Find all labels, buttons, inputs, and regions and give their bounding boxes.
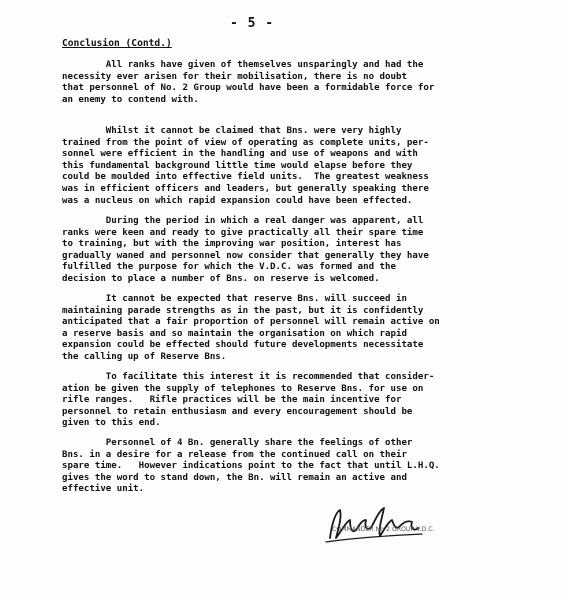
text-line: ranks were keen and ready to give practically all their spare time [62,227,424,238]
text-line: a reserve basis and so maintain the organisation on which rapid [62,328,407,339]
text-line: personnel to retain enthusiasm and every encouragement should be [62,406,413,417]
text-line: anticipated that a fair proportion of personnel will remain active on [62,317,440,328]
text-line: maintaining parade strengths as in the past, but it is confidently [62,305,424,316]
page-number: - 5 - [230,16,275,31]
text-line: that personnel of No. 2 Group would have been a formidable force for [62,83,435,94]
text-line: necessity ever arisen for their mobilisation, there is no doubt [62,71,407,82]
text-line: ation be given the supply of telephones to Reserve Bns. for use on [62,383,424,394]
paragraph-3 [62,216,492,286]
text-line: trained from the point of view of operating as complete units, per- [62,137,429,148]
text-line: expansion could be effected should future developments necessitate [62,340,424,351]
text-line: the calling up of Reserve Bns. [62,351,227,362]
text-line: gives the word to stand down, the Bn. will remain an active and [62,472,407,483]
paragraph-4 [62,294,492,364]
text-line: Bns. in a desire for a release from the continued call on their [62,449,407,460]
text-line: this fundamental background little time would elapse before they [62,160,413,171]
text-line: fulfilled the purpose for which the V.D.C. was formed and the [62,262,396,273]
signature-title: COMMANDER No 2 GROUP V.D.C. [332,526,435,533]
text-line: could be moulded into effective field units. The greatest weakness [62,172,429,183]
text-line: All ranks have given of themselves unsparingly and had the [62,60,424,70]
text-line: To facilitate this interest it is recommended that consider- [62,372,435,382]
section-heading: Conclusion (Contd.) [62,38,172,49]
text-line: was in efficient officers and leaders, but generally speaking there [62,183,429,194]
paragraph-1 [62,60,492,106]
text-line: spare time. However indications point to the fact that until L.H.Q. [62,461,440,472]
paragraph-6 [62,438,492,496]
paragraph-5 [62,372,492,430]
text-line: Personnel of 4 Bn. generally share the feelings of other [62,438,413,448]
text-line: gradually waned and personnel now consider that generally they have [62,250,429,261]
text-line: given to this end. [62,418,161,429]
text-line: to training, but with the improving war position, interest has [62,239,402,250]
handwritten-signature [322,500,472,550]
text-line: an enemy to contend with. [62,94,199,105]
text-line: It cannot be expected that reserve Bns. will succeed in [62,294,407,304]
text-line: decision to place a number of Bns. on reserve is welcomed. [62,273,380,284]
text-line: Whilst it cannot be claimed that Bns. were very highly [62,126,402,136]
text-line: sonnel were efficient in the handling and use of weapons and with [62,149,418,160]
text-line: During the period in which a real danger was apparent, all [62,216,424,226]
text-line: effective unit. [62,484,145,495]
text-line: was a nucleus on which rapid expansion could have been effected. [62,195,413,206]
text-line: rifle ranges. Rifle practices will be the main incentive for [62,395,402,406]
paragraph-2 [62,126,492,207]
